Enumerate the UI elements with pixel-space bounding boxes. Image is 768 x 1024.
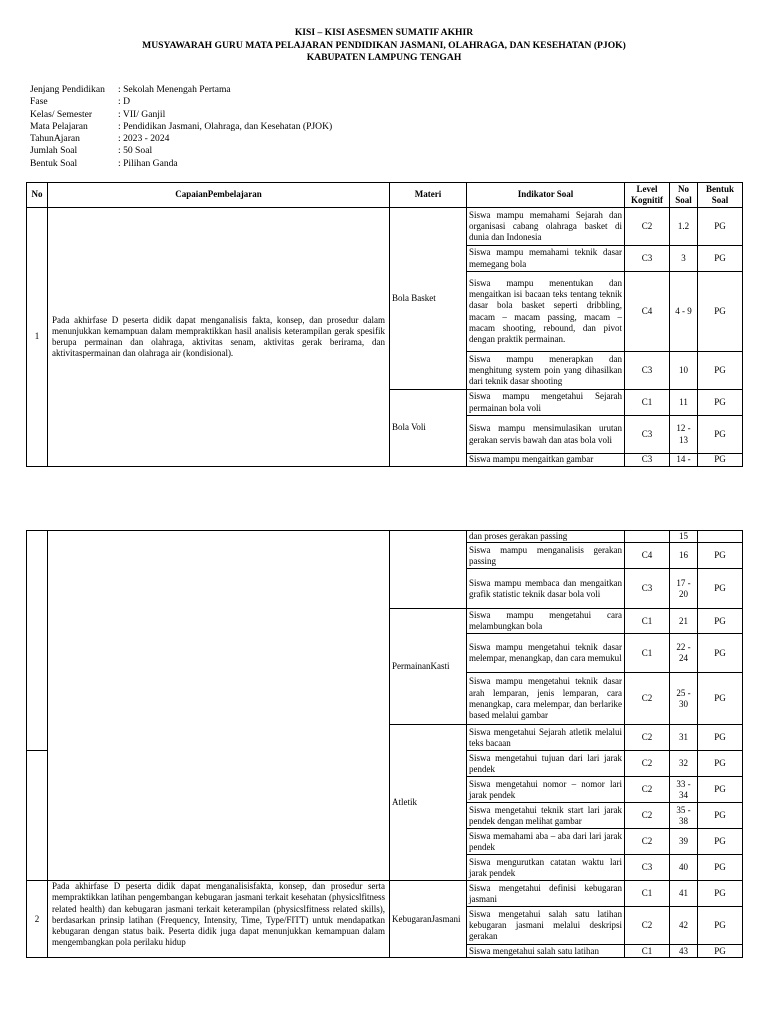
indikator-cell: Siswa mampu membaca dan mengaitkan grafik statistic teknik dasar bola voli [467,569,625,609]
row-number [27,751,48,881]
indikator-cell: Siswa mengetahui salah satu latihan [467,945,625,958]
cp-text: Pada akhirfase D peserta didik dapat menganalisis fakta, konsep, dan prosedur dalam menunjukkan kemampuan dalam mempraktikkan hasil analisis keterampilan gerak spesifik berupa permainan dan olahraga, aktivitas senam, aktivitas gerak berirama, dan aktivitaspermainan dan olahraga air (kondisional). [48,208,390,467]
indikator-cell: Siswa mampu mensimulasikan urutan gerakan servis bawah dan atas bola voli [467,416,625,454]
bentuk-cell: PG [698,416,743,454]
level-cell: C3 [625,569,670,609]
nosoal-cell: 12 - 13 [670,416,698,454]
bentuk-cell: PG [698,751,743,777]
meta-row: Jumlah Soal : 50 Soal [30,145,153,157]
document-header [0,27,768,65]
nosoal-cell: 41 [670,881,698,907]
indikator-cell: Siswa mengetahui definisi kebugaran jasmani [467,881,625,907]
level-cell: C2 [625,829,670,855]
nosoal-cell: 17 - 20 [670,569,698,609]
bentuk-cell: PG [698,945,743,958]
bentuk-cell: PG [698,907,743,945]
level-cell: C2 [625,208,670,246]
nosoal-cell: 25 - 30 [670,673,698,725]
level-cell: C1 [625,634,670,673]
bentuk-cell [698,531,743,543]
bentuk-cell: PG [698,208,743,246]
level-cell: C4 [625,543,670,569]
nosoal-cell: 35 - 38 [670,803,698,829]
materi-cell: Bola Voli [390,390,467,467]
cp-text [48,531,390,881]
bentuk-cell: PG [698,777,743,803]
meta-row: Jenjang Pendidikan : Sekolah Menengah Pertama [30,84,231,95]
materi-cell: Bola Basket [390,208,467,390]
meta-row: Mata Pelajaran : Pendidikan Jasmani, Olahraga, dan Kesehatan (PJOK) [30,120,333,132]
level-cell: C2 [625,751,670,777]
bentuk-cell: PG [698,634,743,673]
level-cell: C3 [625,855,670,881]
indikator-cell: Siswa mampu menerapkan dan menghitung system poin yang dihasilkan dari teknik dasar shooting [467,352,625,390]
materi-cell: PermainanKasti [390,609,467,725]
indikator-cell: Siswa mampu memahami teknik dasar memegang bola [467,246,625,272]
bentuk-cell: PG [698,881,743,907]
level-cell: C1 [625,609,670,634]
col-header-cp: CapaianPembelajaran [48,183,390,208]
bentuk-cell: PG [698,352,743,390]
bentuk-cell: PG [698,246,743,272]
indikator-cell: Siswa mengurutkan catatan waktu lari jarak pendek [467,855,625,881]
cp-text: Pada akhirfase D peserta didik dapat menganalisisfakta, konsep, dan prosedur serta mempraktikkan latihan pengembangan kebugaran jasmani terkait kesehatan (physicslfitness related health) dan kebugaran jasmani terkait keterampilan (physicslfitness related skills), berdasarkan prinsip latihan (Frequency, Intensity, Time, Type/FITT) untuk mendapatkan kebugaran dengan status baik. Peserta didik juga dapat menunjukkan kemampuan dalam mengembangkan pola perilaku hidup [48,881,390,958]
nosoal-cell: 40 [670,855,698,881]
col-header-nosoal: No Soal [670,183,698,208]
indikator-cell: Siswa mampu memahami Sejarah dan organisasi cabang olahraga basket di dunia dan Indonesia [467,208,625,246]
table-row [27,531,743,543]
indikator-cell: Siswa mengetahui teknik start lari jarak pendek dengan melihat gambar [467,803,625,829]
col-header-bentuk: Bentuk Soal [698,183,743,208]
bentuk-cell: PG [698,543,743,569]
nosoal-cell: 4 - 9 [670,272,698,352]
indikator-cell: Siswa mampu mengetahui Sejarah permainan bola voli [467,390,625,416]
nosoal-cell: 32 [670,751,698,777]
materi-cell [390,531,467,609]
col-header-no: No [27,183,48,208]
nosoal-cell: 33 - 34 [670,777,698,803]
level-cell: C2 [625,777,670,803]
indikator-cell: Siswa mampu mengaitkan gambar [467,454,625,467]
level-cell: C3 [625,352,670,390]
kisi-table-page1 [26,182,743,467]
bentuk-cell: PG [698,390,743,416]
table-row [27,208,743,246]
bentuk-cell: PG [698,673,743,725]
nosoal-cell: 16 [670,543,698,569]
indikator-cell: Siswa mengetahui tujuan dari lari jarak pendek [467,751,625,777]
kisi-table-page2 [26,530,743,958]
bentuk-cell: PG [698,272,743,352]
indikator-cell: Siswa mengetahui Sejarah atletik melalui teks bacaan [467,725,625,751]
nosoal-cell: 43 [670,945,698,958]
level-cell: C1 [625,390,670,416]
col-header-materi: Materi [390,183,467,208]
nosoal-cell: 31 [670,725,698,751]
indikator-cell: Siswa mampu menentukan dan mengaitkan isi bacaan teks tentang teknik dasar bola basket seperti dribbling, macam – macam passing, macam – macam shooting, rebound, dan pivot dengan praktik permainan. [467,272,625,352]
level-cell: C2 [625,803,670,829]
col-header-level: Level Kognitif [625,183,670,208]
nosoal-cell: 14 - [670,454,698,467]
indikator-cell: Siswa mampu menganalisis gerakan passing [467,543,625,569]
nosoal-cell: 21 [670,609,698,634]
bentuk-cell: PG [698,803,743,829]
level-cell: C1 [625,881,670,907]
level-cell: C3 [625,416,670,454]
table-row [27,881,743,907]
bentuk-cell: PG [698,725,743,751]
indikator-cell: Siswa mampu mengetahui cara melambungkan bola [467,609,625,634]
nosoal-cell: 22 - 24 [670,634,698,673]
nosoal-cell: 11 [670,390,698,416]
document-meta [30,84,332,170]
meta-row: Kelas/ Semester : VII/ Ganjil [30,108,166,120]
level-cell: C2 [625,907,670,945]
indikator-cell: Siswa mampu mengetahui teknik dasar arah lemparan, jenis lemparan, cara menangkap, cara melempar, dan berlarike based melalui gambar [467,673,625,725]
nosoal-cell: 39 [670,829,698,855]
level-cell: C2 [625,673,670,725]
nosoal-cell: 1.2 [670,208,698,246]
bentuk-cell: PG [698,609,743,634]
level-cell: C3 [625,454,670,467]
materi-cell: KebugaranJasmani [390,881,467,958]
materi-cell: Atletik [390,725,467,881]
bentuk-cell: PG [698,569,743,609]
nosoal-cell: 3 [670,246,698,272]
meta-row: Bentuk Soal : Pilihan Ganda [30,157,178,169]
nosoal-cell: 10 [670,352,698,390]
indikator-cell: Siswa mengetahui nomor – nomor lari jarak pendek [467,777,625,803]
nosoal-cell: 15 [670,531,698,543]
indikator-cell: Siswa mampu mengetahui teknik dasar melempar, menangkap, dan cara memukul [467,634,625,673]
row-number [27,531,48,751]
level-cell: C2 [625,725,670,751]
header-region: KABUPATEN LAMPUNG TENGAH [306,52,462,63]
meta-row: Fase : D [30,96,130,108]
indikator-cell: Siswa memahami aba – aba dari lari jarak pendek [467,829,625,855]
level-cell: C1 [625,945,670,958]
bentuk-cell: PG [698,829,743,855]
nosoal-cell: 42 [670,907,698,945]
row-number: 2 [27,881,48,958]
meta-row: TahunAjaran : 2023 - 2024 [30,133,170,145]
table-header-row [27,183,743,208]
level-cell [625,531,670,543]
header-title: KISI – KISI ASESMEN SUMATIF AKHIR [294,27,474,38]
level-cell: C3 [625,246,670,272]
row-number: 1 [27,208,48,467]
bentuk-cell: PG [698,855,743,881]
bentuk-cell: PG [698,454,743,467]
indikator-cell: Siswa mengetahui salah satu latihan kebugaran jasmani melalui deskripsi gerakan [467,907,625,945]
col-header-indikator: Indikator Soal [467,183,625,208]
header-subtitle: MUSYAWARAH GURU MATA PELAJARAN PENDIDIKAN JASMANI, OLAHRAGA, DAN KESEHATAN (PJOK) [142,39,626,51]
level-cell: C4 [625,272,670,352]
indikator-cell: dan proses gerakan passing [467,531,625,543]
